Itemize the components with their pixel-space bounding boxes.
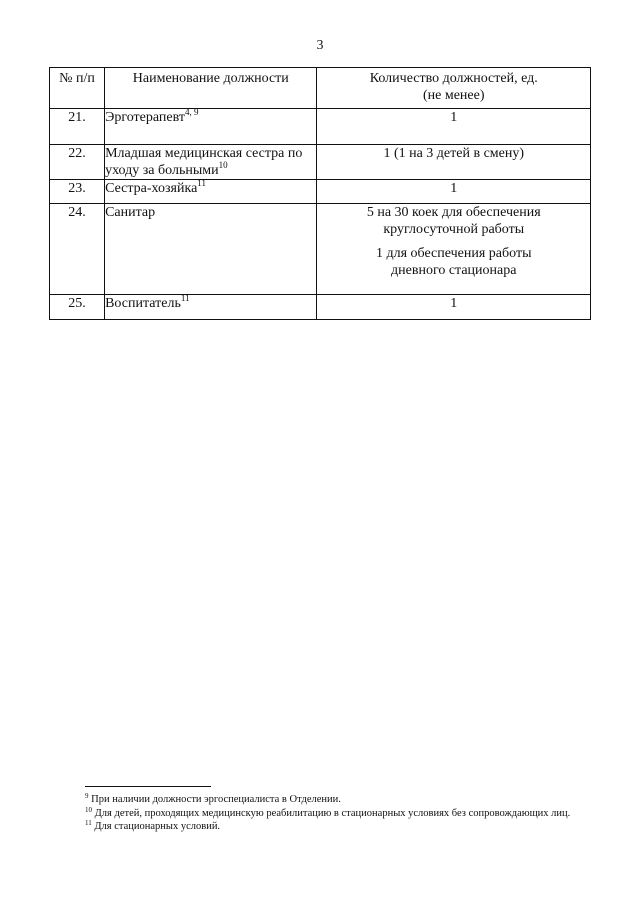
row-position-name — [105, 180, 317, 204]
staffing-table — [49, 67, 591, 320]
header-quantity-text: Количество должностей, ед. (не менее) — [369, 71, 538, 103]
footnote-ref: 10 — [218, 160, 228, 170]
quantity-spacer — [357, 238, 550, 245]
footnote-item — [85, 820, 605, 834]
table-row — [50, 295, 591, 320]
row-number: 21. — [50, 109, 105, 145]
table-row — [50, 145, 591, 180]
quantity-text: 1 — [450, 296, 458, 311]
table-row — [50, 109, 591, 145]
position-text: Эрготерапевт — [105, 110, 185, 125]
row-number: 22. — [50, 145, 105, 180]
quantity-text: 1 — [450, 181, 458, 196]
quantity-text: 1 — [450, 110, 458, 125]
table-row — [50, 204, 591, 295]
footnote-ref: 11 — [197, 178, 206, 188]
position-text: Санитар — [105, 205, 156, 220]
footnote-mark: 9 — [85, 792, 89, 800]
row-number: 23. — [50, 180, 105, 204]
quantity-text: 1 (1 на 3 детей в смену) — [383, 146, 525, 161]
footnote-ref: 4, 9 — [185, 107, 199, 117]
quantity-text: 5 на 30 коек для обеспечения круглосуточной работы — [366, 205, 541, 237]
footnote-ref: 11 — [180, 293, 190, 303]
footnote-text: Для стационарных условий. — [94, 821, 221, 832]
page-number: 3 — [316, 38, 324, 53]
footnote-item — [85, 807, 605, 821]
row-quantity — [317, 295, 591, 320]
quantity-text: 1 для обеспечения работы дневного стационара — [376, 246, 532, 278]
row-number: 24. — [50, 204, 105, 295]
table-row — [50, 180, 591, 204]
row-position-name — [105, 204, 317, 295]
footnotes — [85, 793, 605, 834]
row-quantity — [317, 204, 591, 295]
row-quantity — [317, 145, 591, 180]
footnote-mark: 10 — [85, 805, 92, 814]
footnote-item — [85, 793, 605, 807]
footnote-separator — [85, 786, 211, 787]
footnote-text: При наличии должности эргоспециалиста в Отделении. — [91, 794, 341, 805]
table-header-row — [50, 68, 591, 109]
row-quantity — [317, 180, 591, 204]
footnote-mark: 11 — [85, 819, 92, 827]
header-number — [50, 68, 105, 109]
row-number: 25. — [50, 295, 105, 320]
row-position-name — [105, 295, 317, 320]
header-number-text: № п/п — [59, 71, 95, 86]
row-quantity — [317, 109, 591, 145]
position-text: Младшая медицинская сестра по уходу за больными — [105, 146, 303, 178]
header-quantity — [317, 68, 591, 109]
row-position-name — [105, 145, 317, 180]
header-position-name: Наименование должности — [105, 68, 317, 109]
position-text: Воспитатель — [105, 296, 181, 311]
row-position-name — [105, 109, 317, 145]
position-text: Сестра-хозяйка — [105, 181, 198, 196]
footnote-text: Для детей, проходящих медицинскую реабилитацию в стационарных условиях без сопровождающих лиц. — [94, 807, 571, 819]
